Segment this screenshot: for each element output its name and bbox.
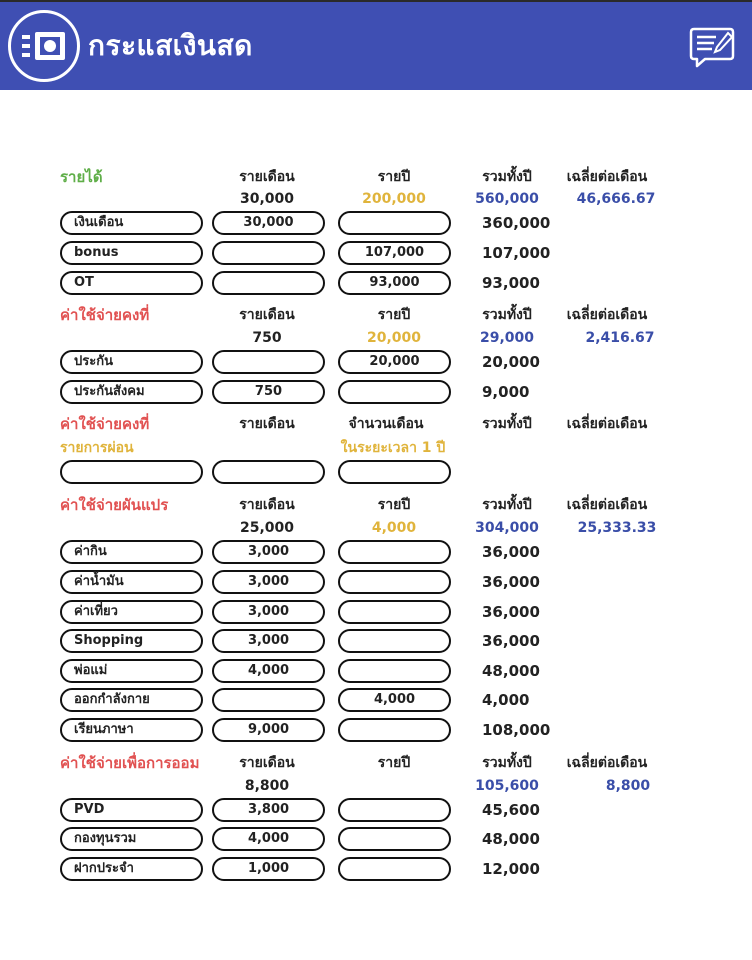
col-monthly: รายเดือน [239,755,295,771]
row-total: 48,000 [482,830,540,848]
col-total: รวมทั้งปี [482,755,532,771]
item-name-field[interactable]: เงินเดือน [60,211,203,235]
app-header [0,2,752,90]
yearly-field[interactable] [338,659,451,683]
item-name-field[interactable]: ออกกำลังกาย [60,688,203,712]
yearly-field[interactable]: 93,000 [338,271,451,295]
sum-monthly: 8,800 [244,778,290,794]
yearly-field[interactable]: 107,000 [338,241,451,265]
col-months: จำนวนเดือน [348,416,424,432]
item-name-field[interactable]: เรียนภาษา [60,718,203,742]
section-title: ค่าใช้จ่ายผันแปร [60,496,169,514]
sum-total: 105,600 [475,778,539,794]
monthly-field[interactable]: 3,000 [212,540,325,564]
col-monthly: รายเดือน [239,497,295,513]
yearly-field[interactable] [338,718,451,742]
sum-total: 560,000 [475,191,539,207]
row-total: 12,000 [482,860,540,878]
monthly-field[interactable]: 1,000 [212,857,325,881]
col-avg: เฉลี่ยต่อเดือน [566,307,648,323]
monthly-field[interactable]: 3,000 [212,600,325,624]
yearly-field[interactable] [338,827,451,851]
row-total: 45,600 [482,801,540,819]
installment-list-label: รายการผ่อน [60,440,134,456]
row-total: 20,000 [482,353,540,371]
monthly-field[interactable] [212,241,325,265]
monthly-field[interactable] [212,350,325,374]
sum-monthly: 750 [252,330,282,346]
col-total: รวมทั้งปี [482,169,532,185]
sum-monthly: 30,000 [239,191,295,207]
monthly-field[interactable]: 750 [212,380,325,404]
monthly-field[interactable]: 3,000 [212,629,325,653]
row-total: 9,000 [482,383,530,401]
col-yearly: รายปี [377,169,411,185]
monthly-field[interactable]: 3,000 [212,570,325,594]
monthly-field[interactable]: 3,800 [212,798,325,822]
section-title: รายได้ [60,168,103,186]
yearly-field[interactable] [338,211,451,235]
row-total: 36,000 [482,632,540,650]
col-avg: เฉลี่ยต่อเดือน [566,416,648,432]
item-name-field[interactable] [60,460,203,484]
sum-yearly: 200,000 [362,191,426,207]
col-avg: เฉลี่ยต่อเดือน [566,755,648,771]
col-yearly: รายปี [377,307,411,323]
cash-icon[interactable] [8,10,80,82]
yearly-field[interactable] [338,857,451,881]
period-label: ในระยะเวลา 1 ปี [340,440,446,456]
item-name-field[interactable]: Shopping [60,629,203,653]
monthly-field[interactable]: 30,000 [212,211,325,235]
item-name-field[interactable]: กองทุนรวม [60,827,203,851]
row-total: 93,000 [482,274,540,292]
months-field[interactable] [338,460,451,484]
item-name-field[interactable]: OT [60,271,203,295]
monthly-field[interactable]: 4,000 [212,827,325,851]
item-name-field[interactable]: ประกันสังคม [60,380,203,404]
item-name-field[interactable]: ค่าน้ำมัน [60,570,203,594]
sum-total: 304,000 [475,520,539,536]
sum-avg: 2,416.67 [585,330,655,346]
row-total: 360,000 [482,214,551,232]
monthly-field[interactable] [212,460,325,484]
yearly-field[interactable] [338,629,451,653]
item-name-field[interactable]: ฝากประจำ [60,857,203,881]
monthly-field[interactable] [212,271,325,295]
sum-yearly: 4,000 [371,520,417,536]
yearly-field[interactable] [338,570,451,594]
section-title: ค่าใช้จ่ายคงที่ [60,415,150,433]
col-yearly: รายปี [377,497,411,513]
sum-avg: 25,333.33 [577,520,657,536]
item-name-field[interactable]: ค่ากิน [60,540,203,564]
row-total: 48,000 [482,662,540,680]
note-icon[interactable] [688,26,736,70]
monthly-field[interactable] [212,688,325,712]
section-title: ค่าใช้จ่ายคงที่ [60,306,150,324]
monthly-field[interactable]: 9,000 [212,718,325,742]
col-total: รวมทั้งปี [482,497,532,513]
col-monthly: รายเดือน [239,416,295,432]
col-yearly: รายปี [377,755,411,771]
section-title: ค่าใช้จ่ายเพื่อการออม [60,754,200,772]
page-title: กระแสเงินสด [88,30,253,61]
item-name-field[interactable]: ค่าเที่ยว [60,600,203,624]
row-total: 107,000 [482,244,551,262]
monthly-field[interactable]: 4,000 [212,659,325,683]
sum-avg: 8,800 [605,778,651,794]
yearly-field[interactable] [338,540,451,564]
yearly-field[interactable] [338,600,451,624]
item-name-field[interactable]: พ่อแม่ [60,659,203,683]
col-monthly: รายเดือน [239,307,295,323]
row-total: 4,000 [482,691,530,709]
sum-monthly: 25,000 [239,520,295,536]
row-total: 36,000 [482,573,540,591]
col-total: รวมทั้งปี [482,416,532,432]
yearly-field[interactable]: 4,000 [338,688,451,712]
col-avg: เฉลี่ยต่อเดือน [566,169,648,185]
sum-avg: 46,666.67 [576,191,656,207]
item-name-field[interactable]: ประกัน [60,350,203,374]
yearly-field[interactable] [338,798,451,822]
col-total: รวมทั้งปี [482,307,532,323]
yearly-field[interactable] [338,380,451,404]
row-total: 36,000 [482,543,540,561]
row-total: 36,000 [482,603,540,621]
sum-yearly: 20,000 [366,330,422,346]
item-name-field[interactable]: PVD [60,798,203,822]
yearly-field[interactable]: 20,000 [338,350,451,374]
col-monthly: รายเดือน [239,169,295,185]
sum-total: 29,000 [479,330,535,346]
row-total: 108,000 [482,721,551,739]
item-name-field[interactable]: bonus [60,241,203,265]
col-avg: เฉลี่ยต่อเดือน [566,497,648,513]
